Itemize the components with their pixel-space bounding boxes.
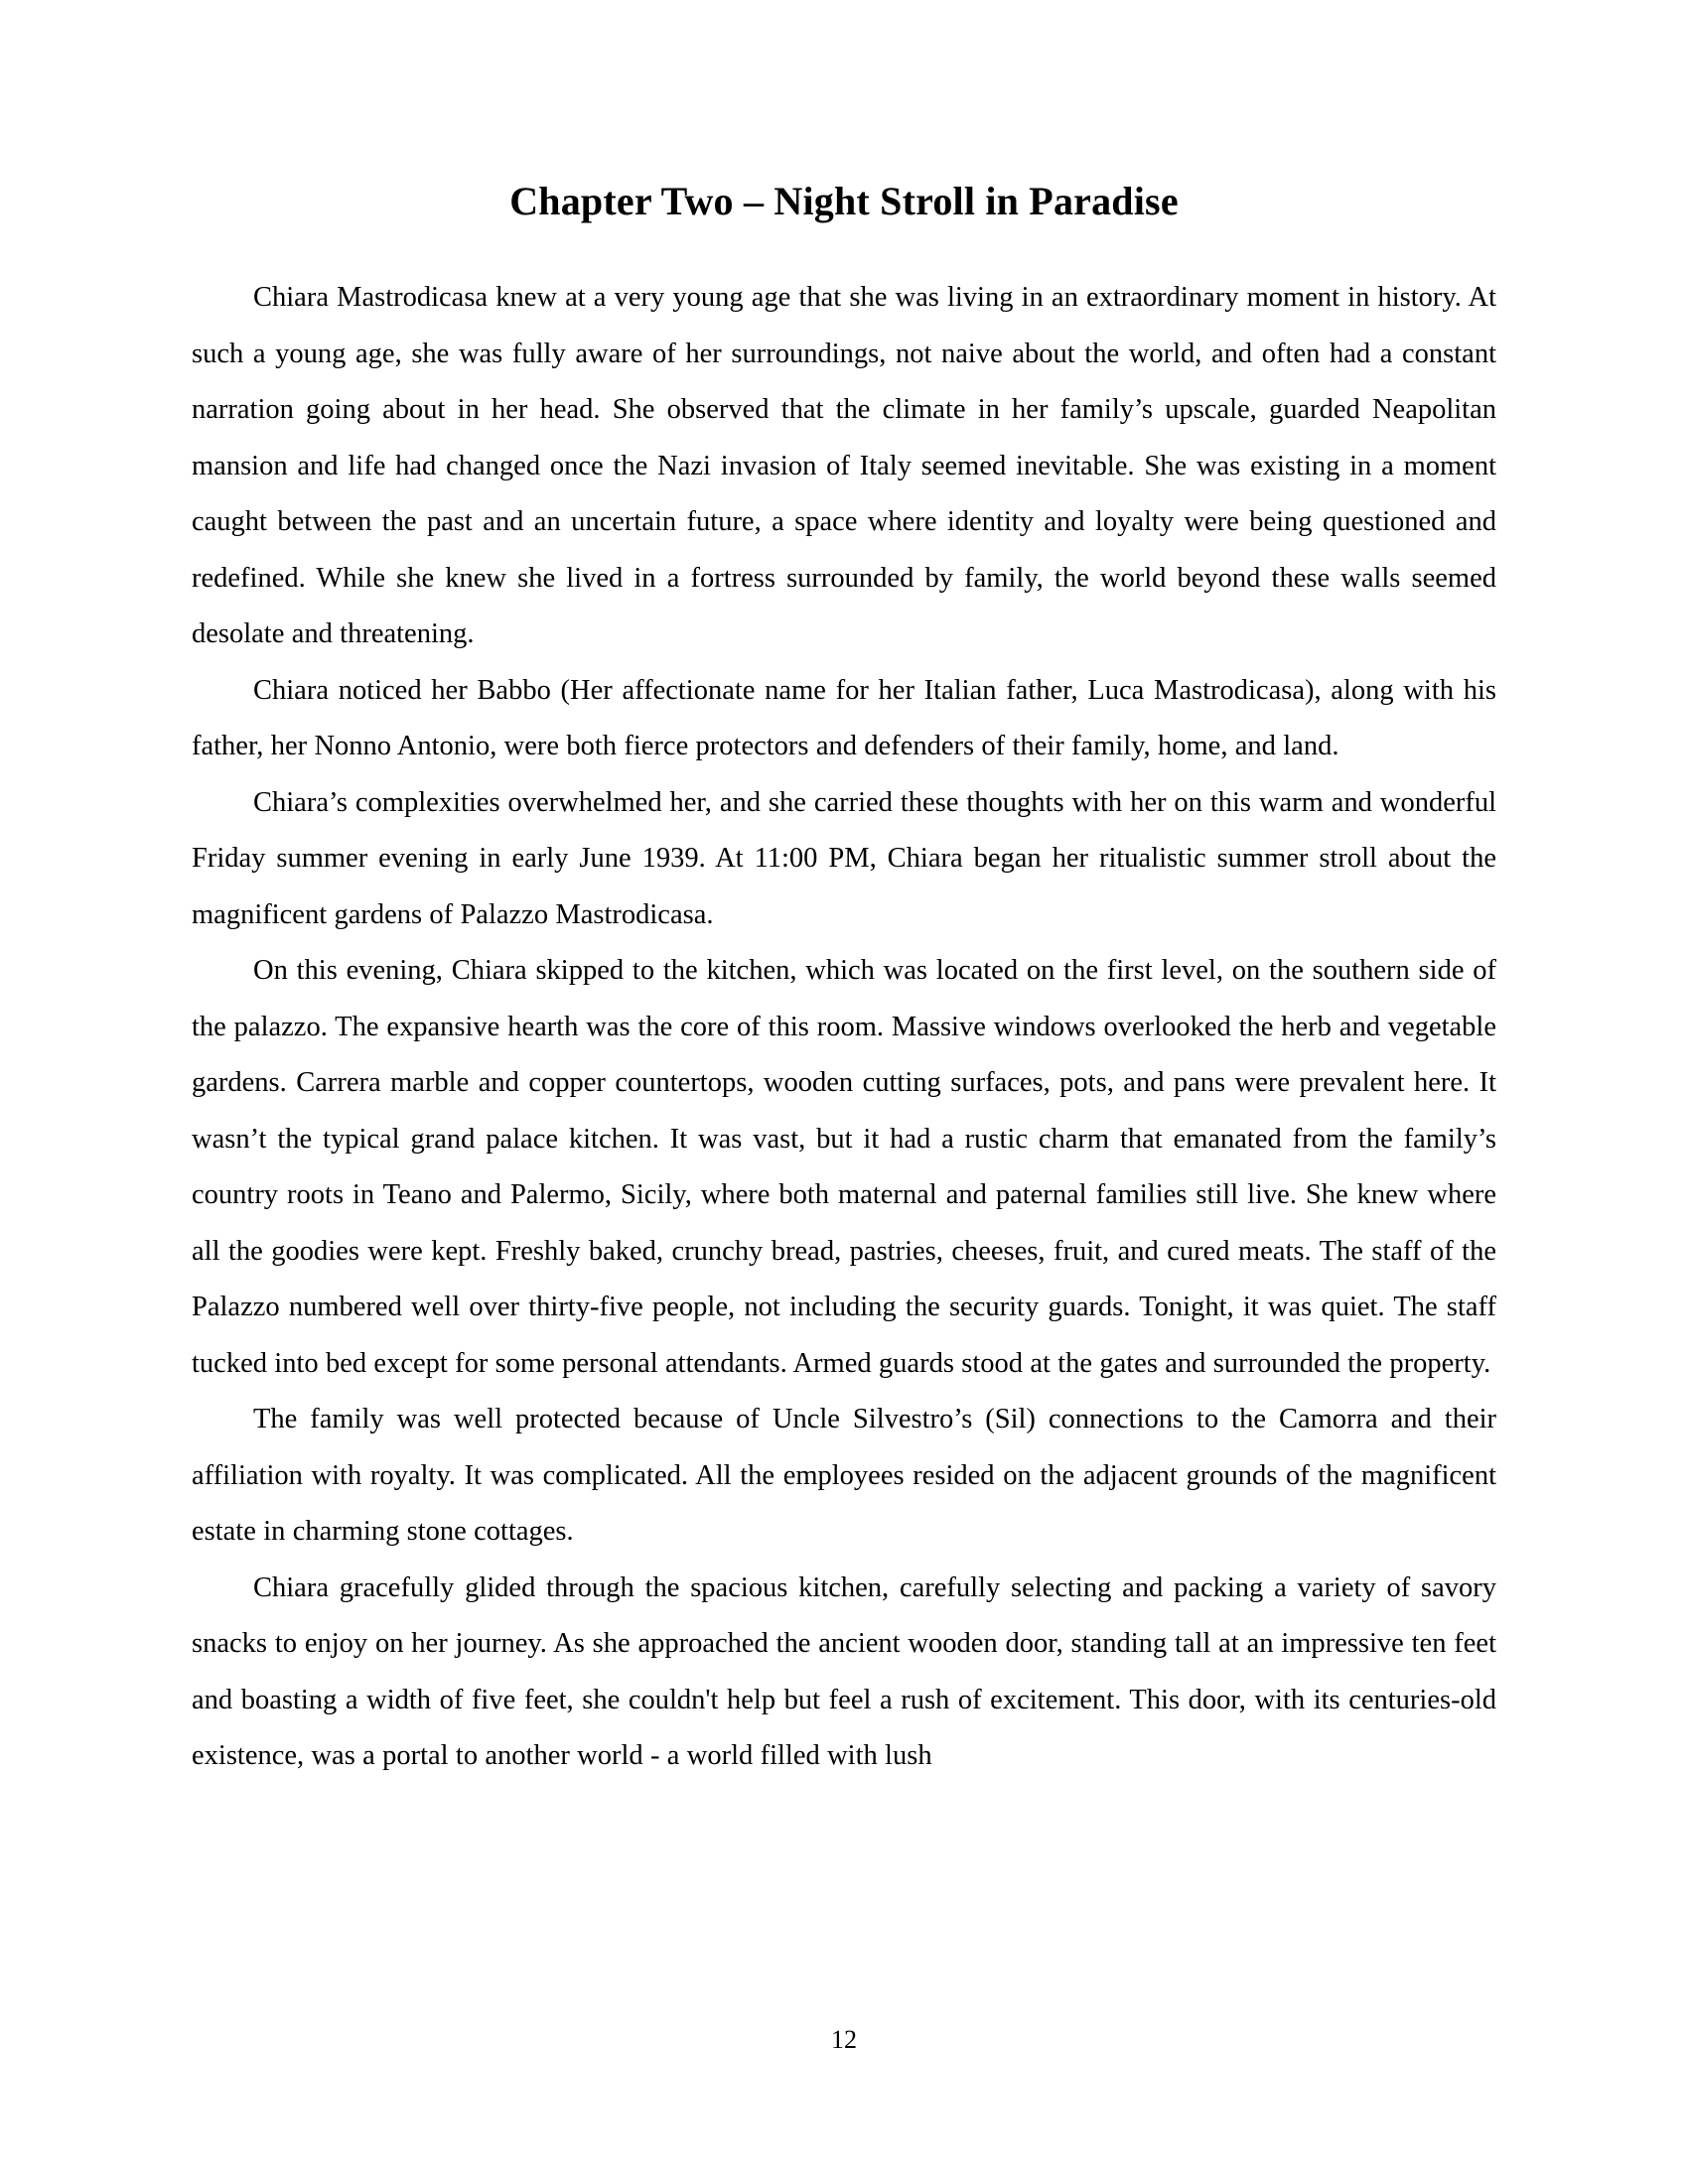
- page-number: 12: [831, 2025, 857, 2054]
- paragraph-6: Chiara gracefully glided through the spacious kitchen, carefully selecting and packing a variety of savory snacks to enjoy on her journey. As she approached the ancient wooden door, standing tall at an impressive ten feet and boasting a width of five feet, she couldn't help but feel a rush of excitement. This door, with its centuries-old existence, was a portal to another world - a world filled with lush: [192, 1571, 1496, 1771]
- paragraph-4: On this evening, Chiara skipped to the kitchen, which was located on the first level, on the southern side of the palazzo. The expansive hearth was the core of this room. Massive windows overlooked the herb and vegetable gardens. Carrera marble and copper countertops, wooden cutting surfaces, pots, and pans were prevalent here. It wasn’t the typical grand palace kitchen. It was vast, but it had a rustic charm that emanated from the family’s country roots in Teano and Palermo, Sicily, where both maternal and paternal families still live. She knew where all the goodies were kept. Freshly baked, crunchy bread, pastries, cheeses, fruit, and cured meats. The staff of the Palazzo numbered well over thirty-five people, not including the security guards. Tonight, it was quiet. The staff tucked into bed except for some personal attendants. Armed guards stood at the gates and surrounded the property.: [192, 955, 1496, 1379]
- paragraph-3: Chiara’s complexities overwhelmed her, and she carried these thoughts with her on this warm and wonderful Friday summer evening in early June 1939. At 11:00 PM, Chiara began her ritualistic summer stroll about the magnificent gardens of Palazzo Mastrodicasa.: [192, 786, 1496, 930]
- paragraph-1: Chiara Mastrodicasa knew at a very young age that she was living in an extraordinary moment in history. At such a young age, she was fully aware of her surroundings, not naive about the world, and often had a constant narration going about in her head. She observed that the climate in her family’s upscale, guarded Neapolitan mansion and life had changed once the Nazi invasion of Italy seemed inevitable. She was existing in a moment caught between the past and an uncertain future, a space where identity and loyalty were being questioned and redefined. While she knew she lived in a fortress surrounded by family, the world beyond these walls seemed desolate and threatening.: [192, 282, 1496, 649]
- page-content: [192, 177, 1496, 1785]
- paragraph-5: The family was well protected because of Uncle Silvestro’s (Sil) connections to the Camorra and their affiliation with royalty. It was complicated. All the employees resided on the adjacent grounds of the magnificent estate in charming stone cottages.: [192, 1404, 1496, 1547]
- chapter-title: Chapter Two – Night Stroll in Paradise: [509, 179, 1179, 223]
- paragraph-2: Chiara noticed her Babbo (Her affectionate name for her Italian father, Luca Mastrodicasa), along with his father, her Nonno Antonio, were both fierce protectors and defenders of their family, home, and land.: [192, 674, 1496, 761]
